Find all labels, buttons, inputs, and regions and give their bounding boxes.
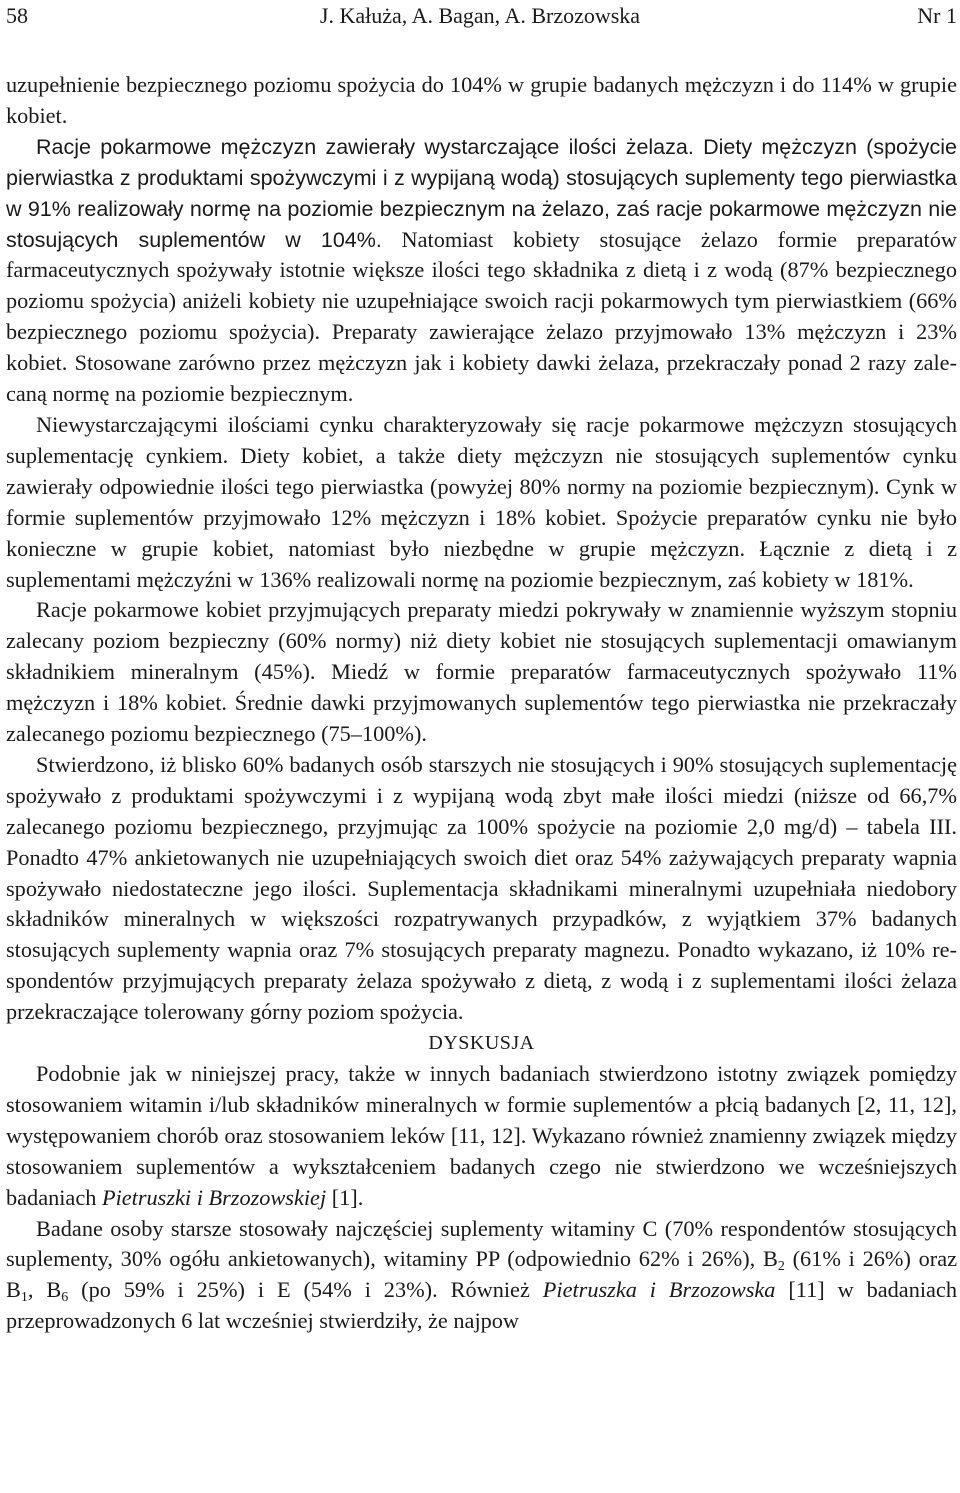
subscript: 2	[777, 1259, 785, 1275]
running-header	[0, 0, 960, 40]
paragraph-iron-serif-part: Natomiast kobiety stosujące żelazo formie preparatów farmaceutycznych spożywały istotnie większe ilości tego składnika z dietą i z wodą (87% bezpiecznego poziomu spożycia) aniżeli kobiety nie uzupełniające swoich racji pokarmowych tym pierwiastkiem (66% bezpiecznego poziomu spożycia). Preparaty zawierające żelazo przyjmowało 13% mężczyzn i 23% kobiet. Stosowane zarówno przez mężczyzn jak i kobiety dawki żelaza, przekraczały ponad 2 razy zalecaną normę na poziomie bezpiecznym.	[6, 226, 957, 407]
paragraph-iron	[6, 132, 957, 410]
section-heading: DYSKUSJA	[428, 1032, 535, 1055]
header-issue: Nr 1	[917, 3, 957, 28]
paragraph-discussion-1	[6, 1059, 957, 1214]
subscript: 6	[61, 1290, 69, 1306]
article-body	[6, 70, 957, 1337]
citation-authors: Pietruszka i Brzozowska	[542, 1277, 776, 1303]
text-run: Podobnie jak w niniejszej pracy, także w innych badaniach stwierdzono istotny związek pomiędzy stosowaniem witamin i/lub składników mineralnych w formie suplementów a płcią badanych [2, 11, 12], występowaniem chorób oraz stosowaniem leków [11, 12]. Wykazano również znamienny związek między stosowaniem suplementów a wykształceniem badanych czego nie stwierdzono we wcześniejszych badaniach	[6, 1061, 957, 1210]
text-run: (61% i 26%) oraz B	[6, 1246, 957, 1303]
header-authors: J. Kałuża, A. Bagan, A. Brzozowska	[319, 3, 641, 28]
paragraph-discussion-2	[6, 1214, 957, 1338]
paragraph-iron-sans-part: Racje pokarmowe mężczyzn zawierały wystarczające ilości żelaza. Diety mężczyzn (spożycie pierwiastka z produktami spożywczymi i z wypijaną wodą) stosujących suplementy tego pierwiastka w 91% realizowały normę na poziomie bezpiecznym na żelazo, zaś racje pokarmowe mężczyzn nie stosujących suplementów w 104%.	[6, 134, 957, 252]
text-run: Badane osoby starsze stosowały najczęściej suplementy witaminy C (70% respondentów stosujących suplementy, 30% ogółu ankietowanych), witaminy PP (odpowiednio 62% i 26%), B	[6, 1215, 957, 1272]
paragraph-copper: Racje pokarmowe kobiet przyjmujących preparaty miedzi pokrywały w znamiennie wyższym stopniu zalecany poziom bezpieczny (60% normy) niż diety kobiet nie stosujących suplementacji omawianym składnikiem mineralnym (45%). Miedź w formie preparatów farmaceutycznych spożywało 11% mężczyzn i 18% kobiet. Średnie dawki przyjmowanych suplementów tego pierwiastka nie przekraczały zalecanego poziomu bezpiecznego (75–100%).	[6, 597, 957, 747]
paragraph-zinc: Niewystarczającymi ilościami cynku charakteryzowały się racje pokarmowe mężczyzn stosujących suplementację cynkiem. Diety kobiet, a także diety mężczyzn nie stosujących suplementów cynku zawierały odpowiednie ilości tego pierwiastka (powyżej 80% normy na poziomie bezpiecznym). Cynk w formie suplementów przyjmowało 12% mężczyzn i 18% kobiet. Spożycie preparatów cynku nie było konieczne w grupie kobiet, natomiast było niezbędne w grupie mężczyzn. Łącznie z dietą i z suplementami mężczyźni w 136% realizowali normę na poziomie bezpiecznym, zaś kobiety w 181%.	[6, 411, 957, 592]
citation-authors: Pietruszki i Brzozowskiej	[101, 1184, 327, 1210]
paragraph-findings: Stwierdzono, iż blisko 60% badanych osób starszych nie stosujących i 90% stosujących suplementację spożywało z produktami spożywczymi i z wypijaną wodą zbyt małe ilości miedzi (niższe od 66,7% zalecanego poziomu bezpiecznego, przyjmując za 100% spożycie na poziomie 2,0 mg/d) – tabela III. Ponadto 47% ankietowanych nie uzupełniających swoich diet oraz 54% zażywających preparaty wapnia spożywało niedostateczne jego ilości. Suplementacja składnikami mineralnymi uzupełniała niedobory składników mineralnych w większości rozpatrywanych przypadków, z wyjątkiem 37% badanych stosujących suplementy wapnia oraz 7% stosujących preparaty magnezu. Ponadto wykazano, iż 10% respondentów przyjmujących preparaty żelaza spożywało z dietą, z wodą i z suplementami ilości żelaza przekraczające tolerowany górny poziom spożycia.	[6, 751, 957, 1025]
text-run: (po 59% i 25%) i E (54% i 23%). Również	[68, 1277, 543, 1303]
text-run: [11] w badaniach przeprowadzonych 6 lat wcześniej stwierdziły, że najpow	[6, 1277, 957, 1334]
page-number: 58	[6, 3, 28, 28]
text-run: , B	[27, 1277, 62, 1303]
text-run: [1].	[326, 1184, 364, 1210]
subscript: 1	[20, 1290, 28, 1306]
paragraph: uzupełnienie bezpiecznego poziomu spożycia do 104% w grupie badanych mężczyzn i do 114% w grupie kobiet.	[6, 72, 957, 128]
